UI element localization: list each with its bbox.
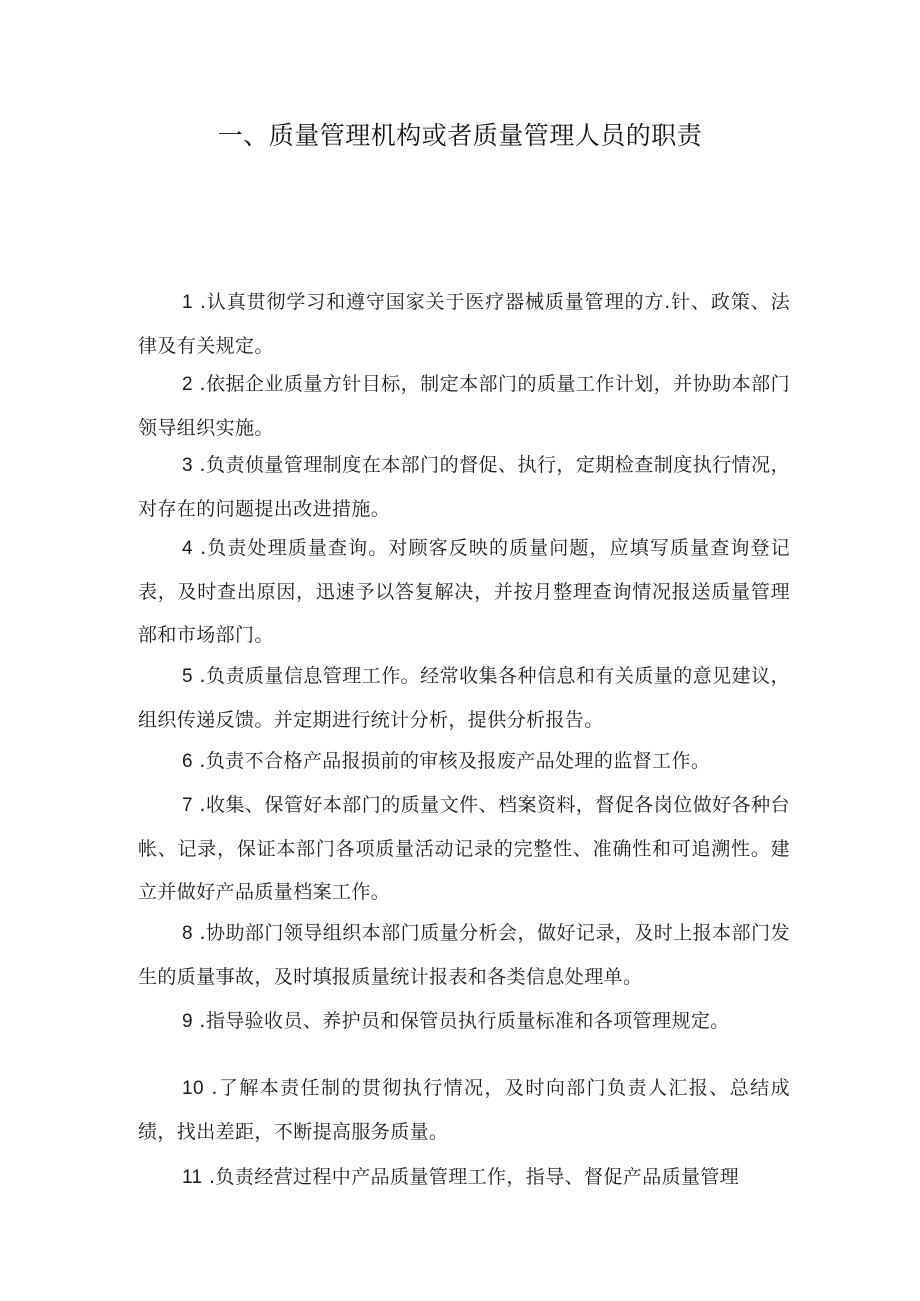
item-text: .认真贯彻学习和遵守国家关于医疗器械质量管理的方.针、政策、法律及有关规定。 [138,291,790,357]
item-text: .协助部门领导组织本部门质量分析会，做好记录，及时上报本部门发生的质量事故，及时填报质量统计报表和各类信息处理单。 [138,922,790,988]
item-number: 4 [182,538,193,559]
list-item [138,1000,790,1044]
item-number: 2 [182,374,193,395]
list-item [138,444,790,531]
item-number: 8 [182,923,193,944]
item-number: 5 [182,666,193,687]
list-item [138,655,790,742]
list-item [138,784,790,915]
list-item [138,912,790,999]
item-text: .负责经营过程中产品质量管理工作，指导、督促产品质量管理 [202,1166,740,1188]
item-number: 11 [182,1167,203,1188]
item-text: .负责质量信息管理工作。经常收集各种信息和有关质量的意见建议，组织传递反馈。并定期进行统计分析，提供分析报告。 [138,665,790,731]
list-item [138,281,790,368]
item-text: .负责不合格产品报损前的审核及报废产品处理的监督工作。 [192,750,711,772]
item-number: 9 [182,1011,193,1032]
item-text: .指导验收员、养护员和保管员执行质量标准和各项管理规定。 [192,1010,730,1032]
item-number: 10 [182,1078,204,1099]
item-number: 1 [182,292,193,313]
list-item [138,363,790,450]
item-number: 6 [182,751,193,772]
list-item [138,1156,790,1200]
item-text: .收集、保管好本部门的质量文件、档案资料，督促各岗位做好各种台帐、记录，保证本部门各项质量活动记录的完整性、准确性和可追溯性。建立并做好产品质量档案工作。 [138,794,790,903]
list-item [138,527,790,658]
list-item [138,1067,790,1154]
item-text: .负责侦量管理制度在本部门的督促、执行，定期检查制度执行情况，对存在的问题提出改进措施。 [138,454,790,520]
list-item [138,740,790,784]
item-text: .负责处理质量查询。对顾客反映的质量问题，应填写质量查询登记表，及时查出原因，迅速予以答复解决，并按月整理查询情况报送质量管理部和市场部门。 [138,537,790,646]
page-title: 一、质量管理机构或者质量管理人员的职责 [217,121,703,150]
item-number: 7 [182,795,193,816]
item-text: .依据企业质量方针目标，制定本部门的质量工作计划，并协助本部门领导组织实施。 [138,373,790,439]
item-text: .了解本责任制的贯彻执行情况，及时向部门负责人汇报、总结成绩，找出差距，不断提高服务质量。 [138,1077,790,1143]
item-number: 3 [182,455,193,476]
